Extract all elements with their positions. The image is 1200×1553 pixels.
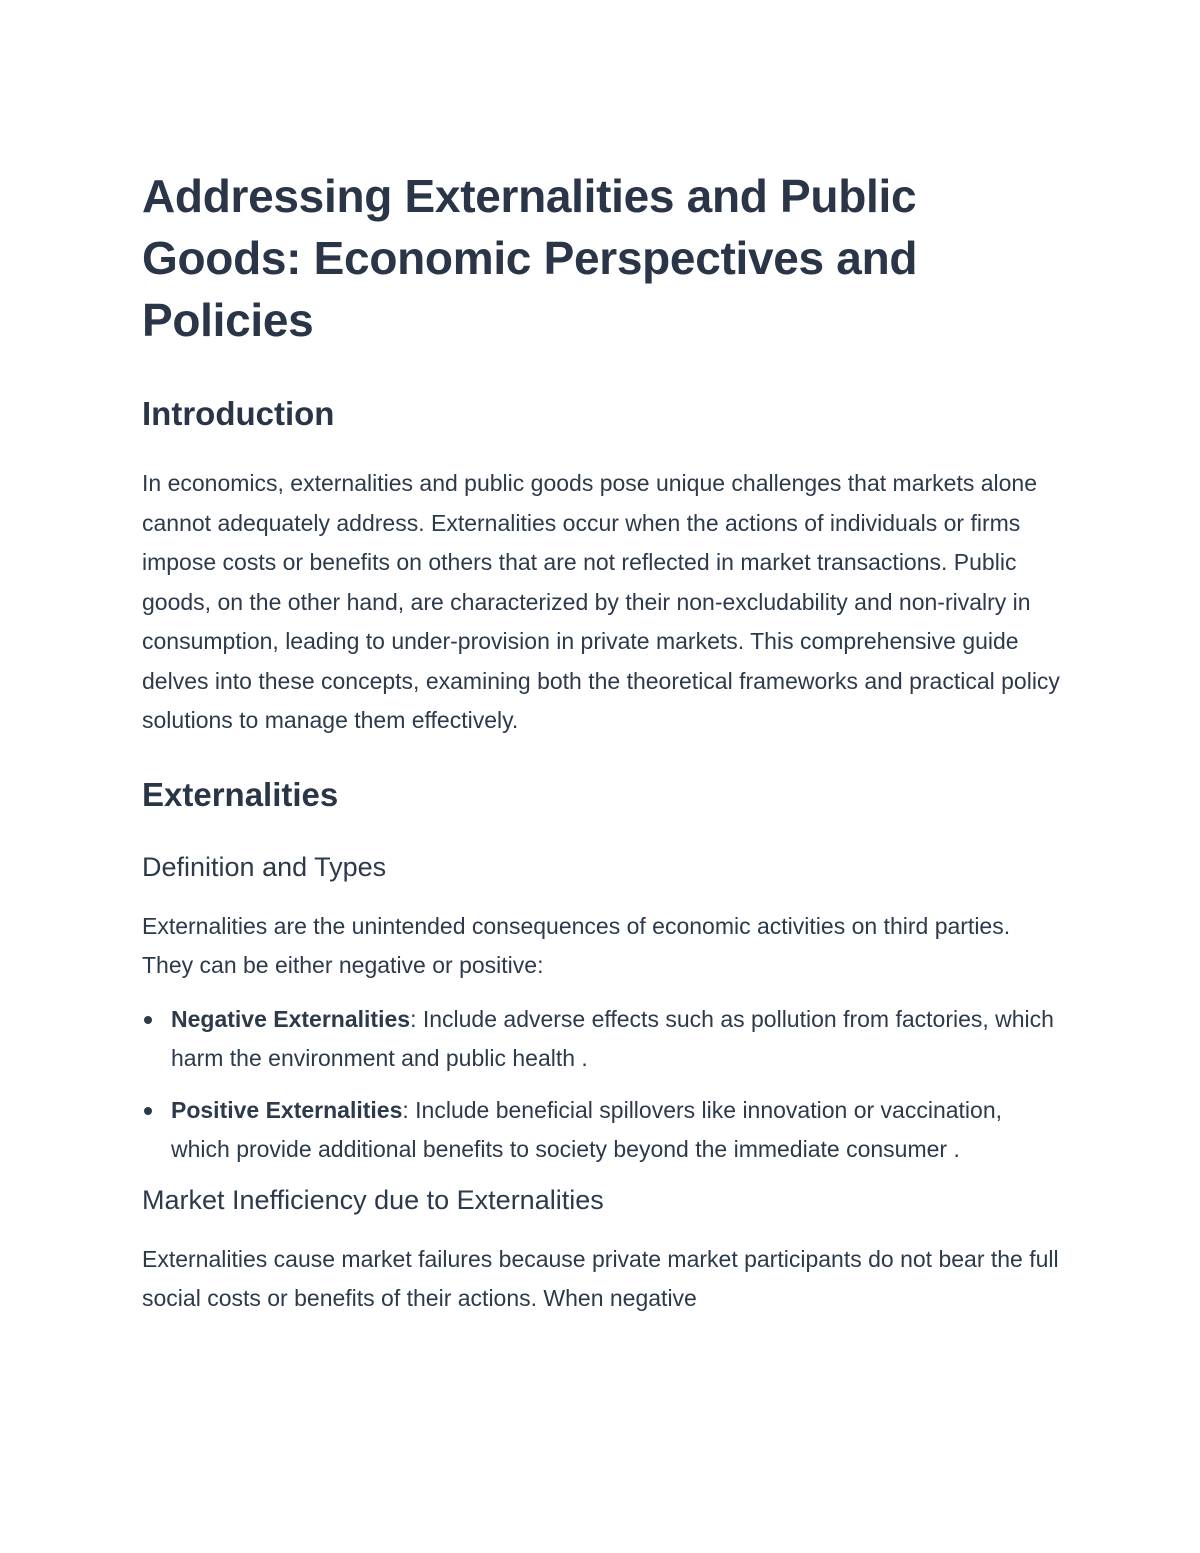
definition-paragraph: Externalities are the unintended consequences of economic activities on third parties. They can be either negative or positive: xyxy=(142,912,1011,978)
introduction-paragraph: In economics, externalities and public goods pose unique challenges that markets alone cannot adequately address. Externalities occur when the actions of individuals or firms impose costs or benefits on others that are not reflected in market transactions. Public goods, on the other hand, are characterized by their non-excludability and non-rivalry in consumption, leading to under-provision in private markets. This comprehensive guide delves into these concepts, examining both the theoretical frameworks and practical policy solutions to manage them effectively. xyxy=(142,470,1060,733)
document-title: Addressing Externalities and Public Goods: Economic Perspectives and Policies xyxy=(142,170,918,346)
list-item-term: Negative Externalities xyxy=(171,1005,411,1032)
subsection-heading-definition: Definition and Types xyxy=(142,851,387,882)
section-heading-introduction: Introduction xyxy=(142,395,335,432)
list-item xyxy=(142,1091,1062,1170)
subsection-heading-market-inefficiency: Market Inefficiency due to Externalities xyxy=(142,1184,604,1215)
document-page xyxy=(142,165,1062,1319)
list-item xyxy=(142,1000,1062,1079)
list-item-text: : Include beneficial spillovers like innovation or vaccination, which provide additional benefits to society beyond the immediate consumer . xyxy=(171,1096,1002,1162)
market-inefficiency-paragraph: Externalities cause market failures because private market participants do not bear the full social costs or benefits of their actions. When negative xyxy=(142,1245,1059,1311)
section-heading-externalities: Externalities xyxy=(142,775,339,813)
externality-types-list xyxy=(142,1000,1062,1170)
bullet-icon xyxy=(144,1107,152,1115)
list-item-term: Positive Externalities xyxy=(171,1096,403,1123)
list-item-text: : Include adverse effects such as pollution from factories, which harm the environment and public health . xyxy=(171,1005,1054,1071)
bullet-icon xyxy=(144,1016,152,1024)
